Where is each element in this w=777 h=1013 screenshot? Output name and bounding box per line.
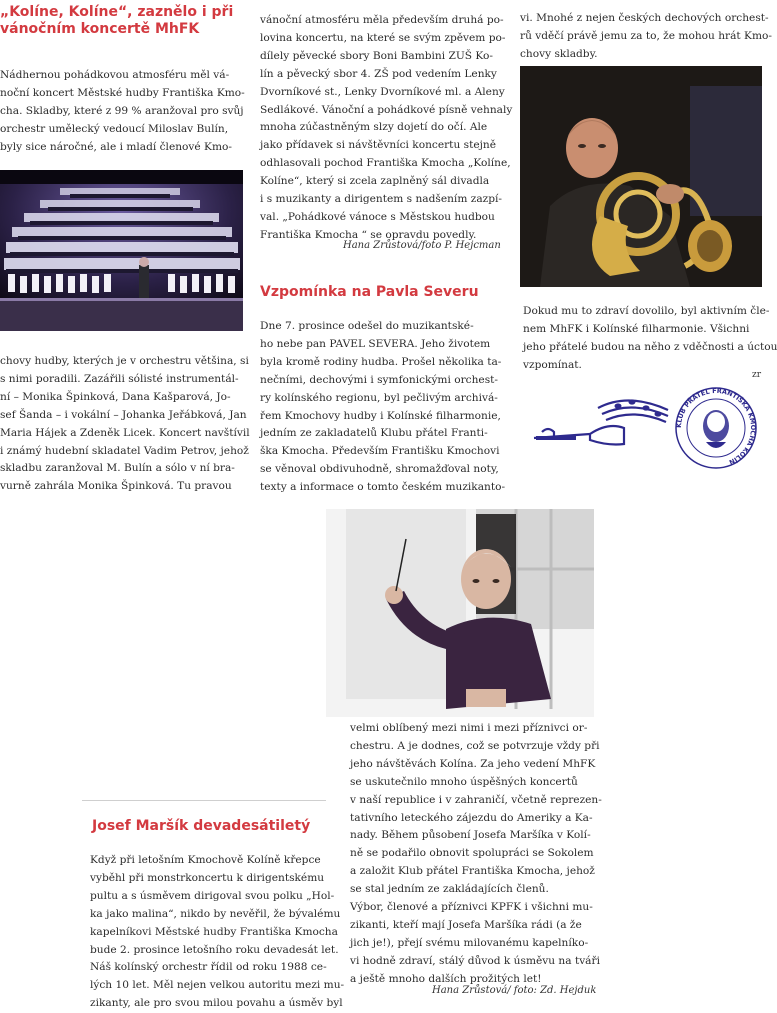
text-line: pultu a s úsměvem dirigoval svou polku „Hol- bbox=[90, 889, 335, 902]
article1-credit: Hana Zrůstová/foto P. Hejcman bbox=[343, 240, 501, 251]
article1-col1-bottom bbox=[0, 353, 250, 496]
text-line: ry kolínského regionu, byl pečlivým archivá- bbox=[260, 391, 498, 404]
article1-title bbox=[0, 4, 233, 38]
text-line: Nádhernou pohádkovou atmosféru měl vá- bbox=[0, 69, 230, 81]
text-line: i s muzikanty a dirigentem s nadšením zazpí- bbox=[260, 193, 502, 206]
text-line: zikanti, kteří mají Josefa Maršíka rádi (a že bbox=[350, 918, 582, 931]
concert-choir-photo bbox=[0, 170, 243, 331]
horn-player-illustration bbox=[520, 66, 762, 287]
text-line: chovy skladby. bbox=[520, 47, 598, 60]
article2-title: Vzpomínka na Pavla Severu bbox=[260, 284, 479, 300]
text-line: jich je!), přejí svému milovanému kapelníko- bbox=[350, 936, 589, 949]
text-line: byly sice náročné, ale i mladí členové Kmo- bbox=[0, 140, 232, 153]
text-line: lín a pěvecký sbor 4. ZŠ pod vedením Lenky bbox=[260, 67, 497, 80]
text-line: Dvorníkové st., Lenky Dvorníkové ml. a Aleny bbox=[260, 85, 505, 98]
page-edge-fragment: zr bbox=[752, 370, 762, 380]
text-line: odhlasovali pochod Františka Kmocha „Kolíne, bbox=[260, 157, 511, 170]
text-line: val. „Pohádkové vánoce s Městskou hudbou bbox=[260, 210, 495, 223]
text-line: kapelníkovi Městské hudby Františka Kmocha bbox=[90, 925, 338, 938]
text-line: bude 2. prosince letošního roku devadesát let. bbox=[90, 943, 339, 956]
text-line: mnoha zúčastněným slzy dojetí do očí. Ale bbox=[260, 121, 488, 134]
text-line: ho nebe pan PAVEL SEVERA. Jeho životem bbox=[260, 337, 491, 350]
logo-ring-text: KLUB PŘÁTEL FRANTIŠKA KMOCHA KOLÍN bbox=[674, 386, 758, 467]
text-line: vánoční atmosféru měla především druhá po- bbox=[260, 14, 504, 26]
text-line: lých 10 let. Měl nejen velkou autoritu mezi mu- bbox=[90, 979, 345, 992]
text-line: chovy hudby, kterých je v orchestru většina, si bbox=[0, 355, 249, 367]
text-line: jako přídavek si návštěvníci koncertu stejně bbox=[260, 139, 496, 152]
text-line: Kolíne“, který si zcela zaplněný sál divadla bbox=[260, 175, 490, 188]
text-line: velmi oblíbený mezi nimi i mezi příznivci or- bbox=[350, 722, 588, 734]
article3-col-right bbox=[350, 720, 600, 989]
text-line: ška Kmocha. Především Františku Kmochovi bbox=[260, 445, 500, 458]
article3-credit: Hana Zrůstová/ foto: Zd. Hejduk bbox=[432, 985, 597, 996]
text-line: lovina koncertu, na které se svým zpěvem po- bbox=[260, 31, 506, 44]
text-line: v naší republice i v zahraničí, včetně reprezen- bbox=[350, 793, 602, 806]
concert-stage-illustration bbox=[0, 170, 243, 331]
conductor-illustration bbox=[326, 509, 594, 717]
text-line: vi hodně zdraví, stálý důvod k úsměvu na tváři bbox=[350, 954, 600, 967]
text-line: řem Kmochovy hudby i Kolínské filharmonie, bbox=[260, 409, 501, 422]
article3-divider bbox=[82, 800, 326, 801]
text-line: Františka Kmocha “ se opravdu povedly. bbox=[260, 228, 477, 241]
article2-col3-bottom bbox=[523, 303, 777, 375]
text-line: skladbu zaranžoval M. Bulín a sólo v ní bra- bbox=[0, 462, 235, 475]
text-line: zikanty, ale pro svou milou povahu a úsměv byl bbox=[90, 997, 343, 1010]
text-line: i známý hudební skladatel Vadim Petrov, jehož bbox=[0, 444, 249, 457]
text-line: nady. Během působení Josefa Maršíka v Kolí- bbox=[350, 829, 591, 842]
article3-col-left bbox=[90, 852, 345, 1013]
text-line: Výbor, členové a příznivci KPFK i všichni mu- bbox=[350, 901, 593, 914]
text-line: tativního leteckého zájezdu do Ameriky a Ka- bbox=[350, 811, 593, 824]
text-line: vyběhl při monstrkoncertu k dirigentskému bbox=[90, 871, 325, 884]
club-logo bbox=[528, 382, 762, 474]
trumpet-notes-logo-icon bbox=[528, 382, 762, 474]
article3-title: Josef Maršík devadesátiletý bbox=[92, 818, 311, 834]
text-line: ní – Monika Špinková, Dana Kašparová, Jo- bbox=[0, 390, 231, 403]
text-line: cha. Skladby, které z 99 % aranžoval pro svůj bbox=[0, 104, 244, 117]
article2-col3-top bbox=[520, 10, 772, 64]
article1-col2 bbox=[260, 12, 513, 245]
text-line: s nimi poradili. Zazářili sólisté instrumentál- bbox=[0, 372, 239, 385]
text-line: noční koncert Městské hudby Františka Kmo- bbox=[0, 86, 245, 99]
text-line: Maria Hájek a Zdeněk Licek. Koncert navštívil bbox=[0, 426, 250, 439]
text-line: chestru. A je dodnes, což se potvrzuje vždy při bbox=[350, 739, 600, 752]
text-line: vurně zahrála Monika Špinková. Tu pravou bbox=[0, 480, 232, 493]
text-line: Když při letošním Kmochově Kolíně křepce bbox=[90, 854, 321, 866]
text-line: byla kromě rodiny hudba. Prošel několika ta- bbox=[260, 355, 502, 368]
text-line: nečními, dechovými i symfonickými orchest- bbox=[260, 373, 498, 386]
text-line: vi. Mnohé z nejen českých dechových orchest- bbox=[520, 12, 769, 24]
text-line: vzpomínat. bbox=[523, 358, 582, 371]
text-line: se věnoval obdivuhodně, shromažďoval noty, bbox=[260, 463, 499, 476]
text-line: Náš kolínský orchestr řídil od roku 1988 ce- bbox=[90, 961, 327, 974]
text-line: jeho návštěvách Kolína. Za jeho vedení MhFK bbox=[350, 757, 596, 770]
text-line: nem MhFK i Kolínské filharmonie. Všichni bbox=[523, 322, 750, 335]
text-line: se stal jedním ze zakládajících členů. bbox=[350, 883, 549, 896]
text-line: ka jako malina“, nikdo by nevěřil, že bývalému bbox=[90, 907, 341, 920]
text-line: texty a informace o tomto českém muzikanto- bbox=[260, 481, 506, 494]
horn-player-photo bbox=[520, 66, 762, 287]
text-line: Sedlákové. Vánoční a pohádkové písně vehnaly bbox=[260, 103, 513, 116]
text-line: sef Šanda – i vokální – Johanka Jeřábková, Jan bbox=[0, 408, 247, 421]
text-line: Dokud mu to zdraví dovolilo, byl aktivním čle- bbox=[523, 305, 770, 317]
text-line: a založit Klub přátel Františka Kmocha, jehož bbox=[350, 865, 595, 878]
text-line: ně se podařilo obnovit spolupráci se Sokolem bbox=[350, 847, 594, 860]
article1-title-line1: „Kolíne, Kolíne“, zaznělo i při bbox=[0, 4, 234, 20]
conductor-photo bbox=[326, 509, 594, 717]
text-line: jedním ze zakladatelů Klubu přátel Franti- bbox=[260, 427, 488, 440]
article1-title-line2: vánočním koncertě MhFK bbox=[0, 21, 200, 37]
text-line: rů vděčí právě jemu za to, že mohou hrát Kmo- bbox=[520, 29, 772, 42]
article1-col1-top bbox=[0, 67, 244, 157]
text-line: dílely pěvecké sbory Boni Bambini ZUŠ Ko- bbox=[260, 49, 494, 62]
text-line: a ještě mnoho dalších prožitých let! bbox=[350, 972, 542, 985]
text-line: orchestr umělecký vedoucí Miloslav Bulín, bbox=[0, 122, 229, 135]
text-line: Dne 7. prosince odešel do muzikantské- bbox=[260, 320, 474, 332]
article2-col2 bbox=[260, 318, 510, 497]
text-line: jeho přátelé budou na něho z vděčnosti a úctou bbox=[523, 340, 777, 353]
text-line: se uskutečnilo mnoho úspěšných koncertů bbox=[350, 775, 578, 788]
